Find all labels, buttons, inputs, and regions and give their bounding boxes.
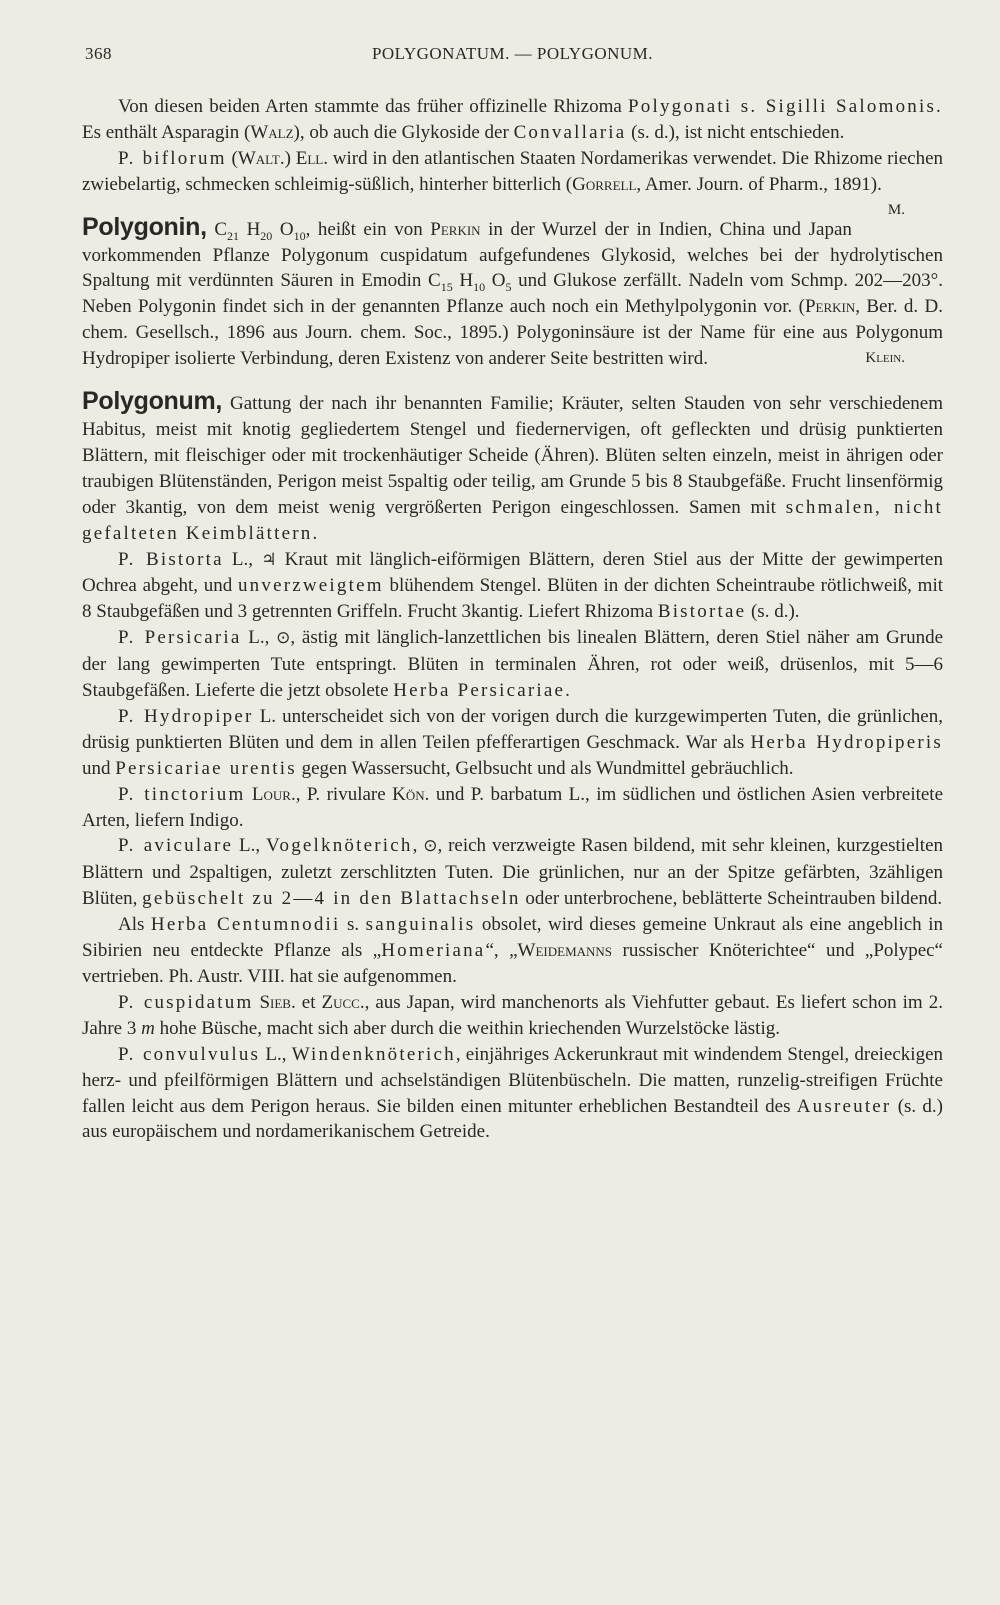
text-segment: 5 xyxy=(505,280,512,295)
text-segment: P. Bistorta xyxy=(118,548,224,570)
body-text xyxy=(82,94,943,1145)
text-segment: ) xyxy=(284,147,296,169)
text-segment: P. convulvulus xyxy=(118,1043,261,1065)
text-segment: 21 xyxy=(227,228,240,243)
text-segment: oder unterbrochene, beblätterte Scheintrauben bildend. xyxy=(520,888,943,910)
text-segment: L., xyxy=(223,548,262,570)
paragraph-p-convulvulus xyxy=(82,1042,943,1146)
text-segment: P. Persicaria xyxy=(118,627,242,649)
text-segment: H xyxy=(452,270,474,292)
text-segment: Homeriana xyxy=(381,940,486,962)
text-segment: Sieb. xyxy=(259,991,296,1013)
text-segment: P. biflorum xyxy=(118,147,227,169)
text-segment: , xyxy=(412,835,424,857)
text-segment: Gorrell xyxy=(572,173,637,195)
text-segment: (s. d.) aus europäischem und nordamerikanischem Getreide. xyxy=(82,1095,943,1143)
entry-polygonum xyxy=(82,389,943,546)
text-segment: russischer Knöterichtee“ und „Polypec“ vertrieben. Ph. Austr. VIII. hat sie aufgenommen. xyxy=(82,940,943,987)
text-segment: Kön. xyxy=(392,783,430,805)
paragraph-p-tinctorium xyxy=(82,782,943,834)
text-segment: Windenknöterich xyxy=(291,1043,456,1065)
text-segment: Herba Persicariae. xyxy=(393,680,573,702)
page xyxy=(82,44,943,1145)
text-segment: obsolet, wird dieses gemeine Unkraut als eine angeblich in Sibirien neu entdeckte Pflanze als „ xyxy=(82,914,943,962)
text-segment: Polygonati s. Sigilli Salomonis. xyxy=(628,96,943,117)
text-segment: O xyxy=(485,270,506,292)
entry-heading: Polygonum, xyxy=(82,387,223,416)
text-segment: Ausreuter xyxy=(796,1095,892,1117)
paragraph-p-hydropiper xyxy=(82,704,943,782)
text-segment: H xyxy=(239,218,261,240)
text-segment: Von diesen beiden Arten stammte das früher offizinelle Rhizoma xyxy=(118,96,629,117)
text-segment: blühendem Stengel. Blüten in der dichten Scheintraube rötlichweiß, mit 8 Staubgefäßen und 3 getrennten Griffeln. Frucht 3kantig. Liefert Rhizoma xyxy=(82,575,943,623)
text-segment: sanguinalis xyxy=(365,914,476,936)
text-segment: Perkin xyxy=(430,218,481,240)
text-segment: P. Hydropiper xyxy=(118,705,254,727)
paragraph-herba-centumnodii xyxy=(82,912,943,990)
text-segment: wird in den atlantischen Staaten Nordamerikas verwendet. Die Rhizome riechen zwiebelartig, schmecken schleimig-süßlich, hinterher bitterlich ( xyxy=(82,147,944,195)
text-segment: 10 xyxy=(293,228,306,243)
text-segment: 20 xyxy=(260,228,273,243)
text-segment: Perkin xyxy=(804,296,856,318)
text-segment: , Ber. d. D. chem. Gesellsch., 1896 aus Journ. chem. Soc., 1895.) Polygoninsäure ist der Name für eine aus Polygonum Hydropiper isolierte Verbindung, deren Existenz von anderer Seite bestritten wird. xyxy=(82,296,943,370)
text-segment: P. cuspidatum xyxy=(118,991,254,1013)
text-segment: , aus Japan, wird manchenorts als Viehfutter gebaut. Es liefert schon im 2. Jahre 3 xyxy=(82,991,943,1039)
entry-heading: Polygonin, xyxy=(82,212,207,241)
text-segment: L. unterscheidet sich von der vorigen durch die kurzgewimperten Tuten, die grünlichen, drüsig punktierten Blüten und dem in allen Teilen pfefferartigen Geschmack. War als xyxy=(82,705,943,753)
text-segment: Herba Centumnodii xyxy=(150,914,341,936)
text-segment: Als xyxy=(118,914,151,936)
paragraph-p-bistorta xyxy=(82,547,943,626)
text-segment: , ästig mit länglich-lanzettlichen bis linealen Blättern, deren Stiel näher am Grunde der lang gewimperten Tute entspringt. Blüten in terminalen Ähren, rot oder weiß, drüsenlos, mit 5—6 Staubgefäßen. Lieferte die jetzt obsolete xyxy=(82,627,943,702)
text-segment: Lour. xyxy=(251,783,296,805)
paragraph-intro xyxy=(82,94,943,146)
text-segment: Weidemanns xyxy=(517,940,613,962)
text-segment: Bistortae xyxy=(657,601,747,623)
text-segment: m xyxy=(141,1017,155,1039)
text-segment: Gattung der nach ihr benannten Familie; Kräuter, selten Stauden von sehr verschiedenem Habitus, meist mit knotig gegliedertem Stengel und fiedernervigen, oft gefleckten und drüsig punktierten Blättern, mit fleischiger oder mit trockenhäutiger Scheide (Ähren). Blüten selten einzeln, meist in ährigen oder traubigen Blütenständen, Perigon meist 5spaltig oder teilig, am Grunde 5 bis 8 Staubgefäße. Frucht linsenförmig oder 3kantig, von dem meist wenig vergrößerten Perigon eingeschlossen. Samen mit xyxy=(82,393,943,518)
paragraph-p-cuspidatum xyxy=(82,990,943,1042)
text-segment: P. aviculare xyxy=(118,835,234,857)
text-segment: und xyxy=(82,757,116,779)
text-segment: gebüschelt zu 2—4 in den Blattachseln xyxy=(142,888,521,910)
text-segment: hohe Büsche, macht sich aber durch die weithin kriechenden Wurzelstöcke lästig. xyxy=(154,1017,780,1039)
text-segment: ( xyxy=(226,147,238,169)
text-segment: P. tinctorium xyxy=(118,783,246,805)
text-segment: , reich verzweigte Rasen bildend, mit sehr kleinen, kurzgestielten Blättern und 2spaltigen, zuletzt zerschlitzten Tuten. Die grünlichen, nur an der Spitze gefärbten, 3zähligen Blüten, xyxy=(82,835,944,910)
paragraph-p-biflorum xyxy=(82,146,944,218)
text-segment: , Amer. Journ. of Pharm., 1891). xyxy=(636,173,882,195)
text-segment: Walt. xyxy=(237,147,285,169)
text-segment: und P. barbatum L., im südlichen und östlichen Asien verbreitete Arten, liefern Indigo. xyxy=(82,783,944,831)
paragraph-p-aviculare xyxy=(82,833,943,912)
text-segment: gegen Wassersucht, Gelbsucht und als Wundmittel gebräuchlich. xyxy=(296,757,794,779)
page-header xyxy=(82,44,943,70)
entry-polygonin xyxy=(82,212,943,372)
text-segment: , einjähriges Ackerunkraut mit windendem Stengel, dreieckigen herz- und pfeilförmigen Blättern und achselständigen Blütenbüscheln. Die matten, runzelig-streifigen Früchte fallen leicht aus dem Perigon heraus. Sie bilden einen mitunter erheblichen Bestandteil des xyxy=(82,1043,944,1117)
text-segment: , heißt ein von xyxy=(305,218,431,240)
text-segment: schmalen, nicht gefalteten Keimblättern. xyxy=(82,496,943,544)
text-segment: L., xyxy=(233,835,267,857)
text-segment: Herba Hydropiperis xyxy=(750,731,943,753)
text-segment: ♃ xyxy=(261,549,277,570)
text-segment: L., xyxy=(260,1043,292,1065)
text-segment: , P. rivulare xyxy=(295,783,393,805)
text-segment: Convallaria xyxy=(513,121,627,143)
running-title: POLYGONATUM. — POLYGONUM. xyxy=(371,44,654,63)
text-segment: C xyxy=(206,218,228,240)
text-segment: s. xyxy=(340,914,366,936)
text-segment: et xyxy=(295,991,322,1013)
author-signature: M. xyxy=(887,201,905,218)
text-segment: ⊙ xyxy=(276,628,291,649)
text-segment: Walz xyxy=(250,121,294,143)
text-segment: 10 xyxy=(473,280,486,295)
text-segment: ⊙ xyxy=(423,836,438,857)
text-segment: O xyxy=(272,218,294,240)
text-segment: “, „ xyxy=(485,940,518,962)
author-signature: Klein. xyxy=(865,350,905,367)
text-segment: (s. d.). xyxy=(746,601,800,623)
text-segment: unverzweigtem xyxy=(237,575,384,597)
text-segment: in der Wurzel der in Indien, China und Japan vorkommenden Pflanze Polygonum cuspidatum aufgefundenes Glykosid, welches bei der hydrolytischen Spaltung mit verdünnten Säuren in Emodin C xyxy=(82,218,943,292)
text-segment: Kraut mit länglich-eiförmigen Blättern, deren Stiel aus der Mitte der gewimperten Ochrea abgeht, und xyxy=(82,548,943,597)
text-segment: und Glukose zerfällt. Nadeln vom Schmp. 202—203°. Neben Polygonin findet sich in der genannten Pflanze auch noch ein Methylpolygonin vor. ( xyxy=(82,270,943,318)
text-segment: L., xyxy=(241,627,277,649)
paragraph-p-persicaria xyxy=(82,625,943,704)
page-number: 368 xyxy=(85,44,112,63)
text-segment: Zucc. xyxy=(321,991,365,1013)
text-segment: 15 xyxy=(440,280,453,295)
text-segment: ), ob auch die Glykoside der xyxy=(293,121,514,143)
text-segment: Es enthält Asparagin ( xyxy=(82,121,251,143)
text-segment: (s. d.), ist nicht entschieden. xyxy=(626,121,845,143)
text-segment: Ell. xyxy=(295,147,328,169)
text-segment: Vogelknöterich xyxy=(266,835,413,857)
text-segment: Persicariae urentis xyxy=(115,757,297,779)
